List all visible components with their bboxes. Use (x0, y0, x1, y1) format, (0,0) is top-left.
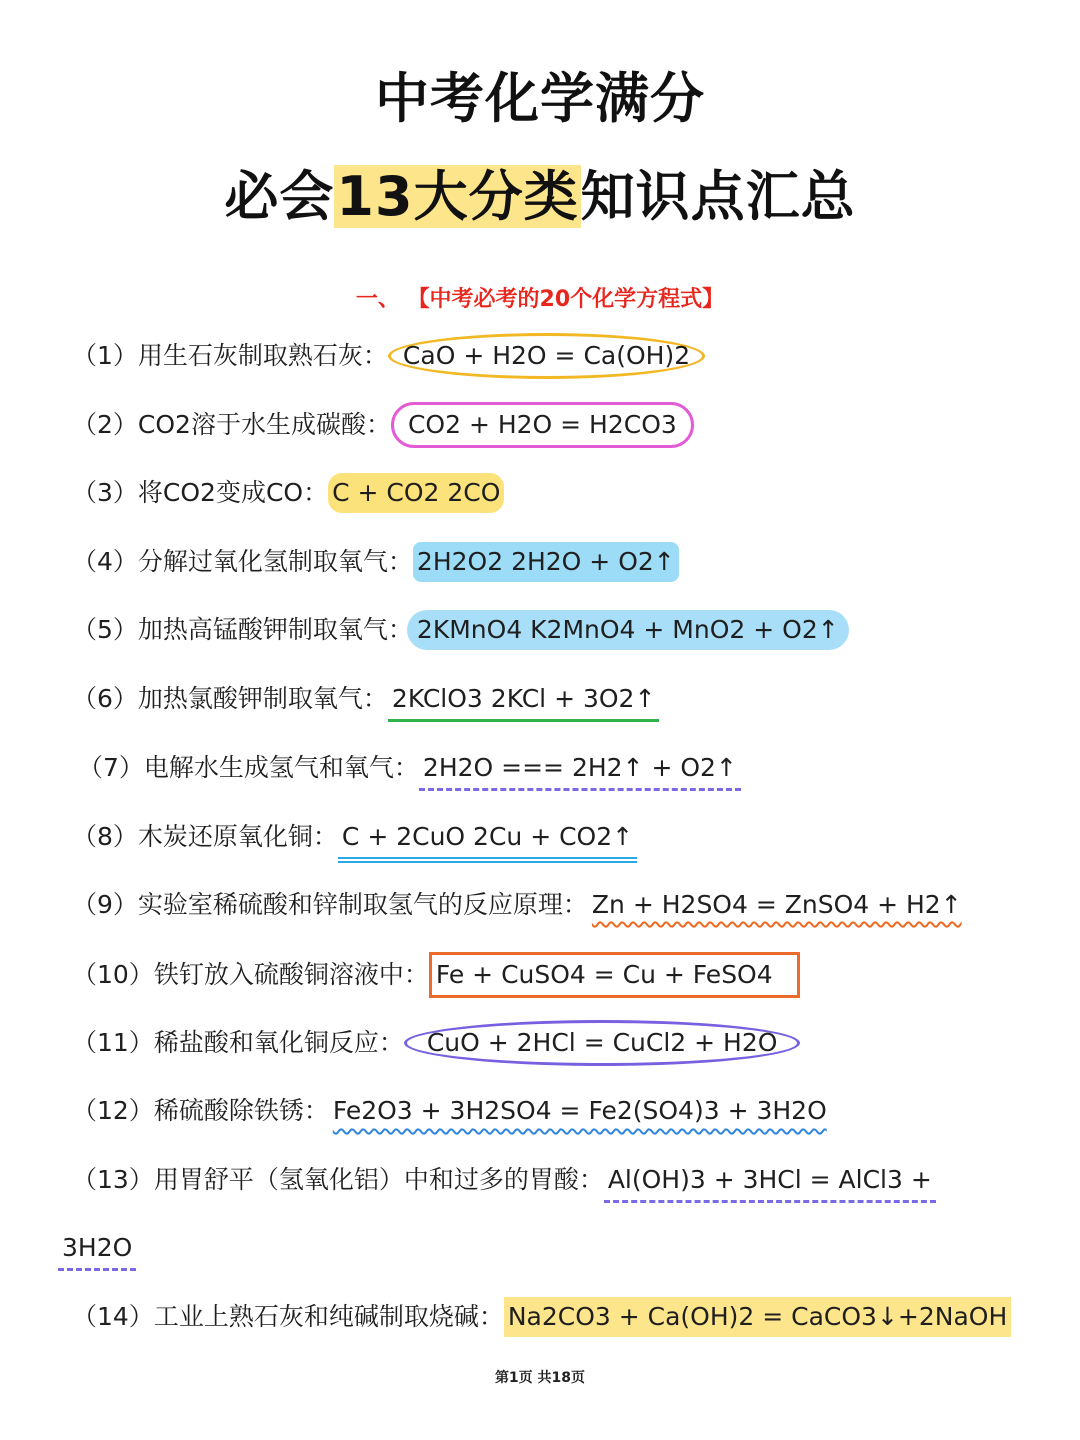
title-line2-prefix: 必会 (224, 165, 335, 228)
equation-number: （6） (72, 684, 138, 713)
equation-row-7 (78, 746, 1068, 790)
equation-description: 电解水生成氢气和氧气： (143, 753, 419, 782)
equation-number: （9） (72, 890, 138, 919)
page-title-line1: 中考化学满分 (375, 67, 705, 130)
equation-formula: 2KClO3 2KCl + 3O2↑ (388, 679, 659, 722)
equation-formula: 2H2O === 2H2↑ + O2↑ (419, 748, 741, 791)
page-title-line2 (0, 154, 1080, 231)
equation-description: CO2溶于水生成碳酸： (137, 410, 391, 439)
equation-formula: 2H2O2 2H2O + O2↑ (413, 542, 679, 582)
equation-formula: Na2CO3 + Ca(OH)2 = CaCO3↓+2NaOH (504, 1297, 1011, 1337)
equation-formula-continuation: 3H2O (58, 1228, 136, 1271)
equation-number: （7） (78, 753, 144, 782)
equation-description: 加热高锰酸钾制取氧气： (137, 615, 413, 644)
equation-row-8 (72, 815, 1062, 859)
equation-number: （14） (72, 1302, 154, 1331)
equation-description: 铁钉放入硫酸铜溶液中： (153, 960, 429, 989)
equation-number: （8） (72, 822, 138, 851)
equation-row-6 (72, 677, 1062, 721)
equation-formula: Al(OH)3 + 3HCl = AlCl3 + (604, 1160, 936, 1203)
equation-number: （12） (72, 1096, 154, 1125)
equation-row-3 (72, 471, 1062, 515)
equation-description: 实验室稀硫酸和锌制取氢气的反应原理： (137, 890, 588, 919)
equation-formula: CO2 + H2O = H2CO3 (391, 402, 694, 448)
equation-number: （10） (72, 960, 154, 989)
equation-row-1 (72, 333, 1062, 377)
equation-number: （13） (72, 1165, 154, 1194)
equation-number: （11） (72, 1028, 154, 1057)
equation-row-2 (72, 402, 1062, 446)
equation-number: （2） (72, 410, 138, 439)
equation-description: 加热氯酸钾制取氧气： (137, 684, 388, 713)
equation-formula: 2KMnO4 K2MnO4 + MnO2 + O2↑ (413, 610, 843, 650)
equation-row-14 (72, 1295, 1062, 1339)
equation-number: （1） (72, 341, 138, 370)
equation-description: 稀硫酸除铁锈： (153, 1096, 329, 1125)
equation-row-5 (72, 608, 1062, 652)
equation-number: （3） (72, 478, 138, 507)
equation-formula: CuO + 2HCl = CuCl2 + H2O (404, 1020, 801, 1066)
equation-number: （4） (72, 547, 138, 576)
equation-row-12 (72, 1089, 1062, 1133)
equation-row-11 (72, 1020, 1062, 1064)
section-heading: 一、 【中考必考的20个化学方程式】 (355, 287, 725, 312)
equation-formula: Zn + H2SO4 = ZnSO4 + H2↑ (591, 890, 962, 919)
equation-number: （5） (72, 615, 138, 644)
equation-description: 将CO2变成CO： (137, 478, 329, 507)
title-line2-highlight: 13大分类 (336, 165, 579, 228)
equation-row-13-continuation (58, 1226, 136, 1271)
equation-description: 分解过氧化氢制取氧气： (137, 547, 413, 576)
equation-row-13 (72, 1158, 1062, 1202)
title-line2-suffix: 知识点汇总 (580, 165, 856, 228)
equation-description: 用生石灰制取熟石灰： (137, 341, 388, 370)
equation-description: 工业上熟石灰和纯碱制取烧碱： (153, 1302, 504, 1331)
page-number: 第1页 共18页 (494, 1370, 586, 1386)
equation-formula: Fe + CuSO4 = Cu + FeSO4 (429, 952, 800, 998)
equation-row-9 (72, 883, 1062, 927)
equation-formula: C + CO2 2CO (328, 473, 504, 513)
equation-row-4 (72, 540, 1062, 584)
equation-row-10 (72, 952, 1062, 996)
equation-formula: CaO + H2O = Ca(OH)2 (388, 333, 705, 379)
equation-formula: Fe2O3 + 3H2SO4 = Fe2(SO4)3 + 3H2O (332, 1096, 827, 1125)
equation-description: 用胃舒平（氢氧化铝）中和过多的胃酸： (153, 1165, 604, 1194)
equation-description: 木炭还原氧化铜： (137, 822, 338, 851)
equation-formula: C + 2CuO 2Cu + CO2↑ (338, 817, 637, 863)
equation-description: 稀盐酸和氧化铜反应： (153, 1028, 404, 1057)
